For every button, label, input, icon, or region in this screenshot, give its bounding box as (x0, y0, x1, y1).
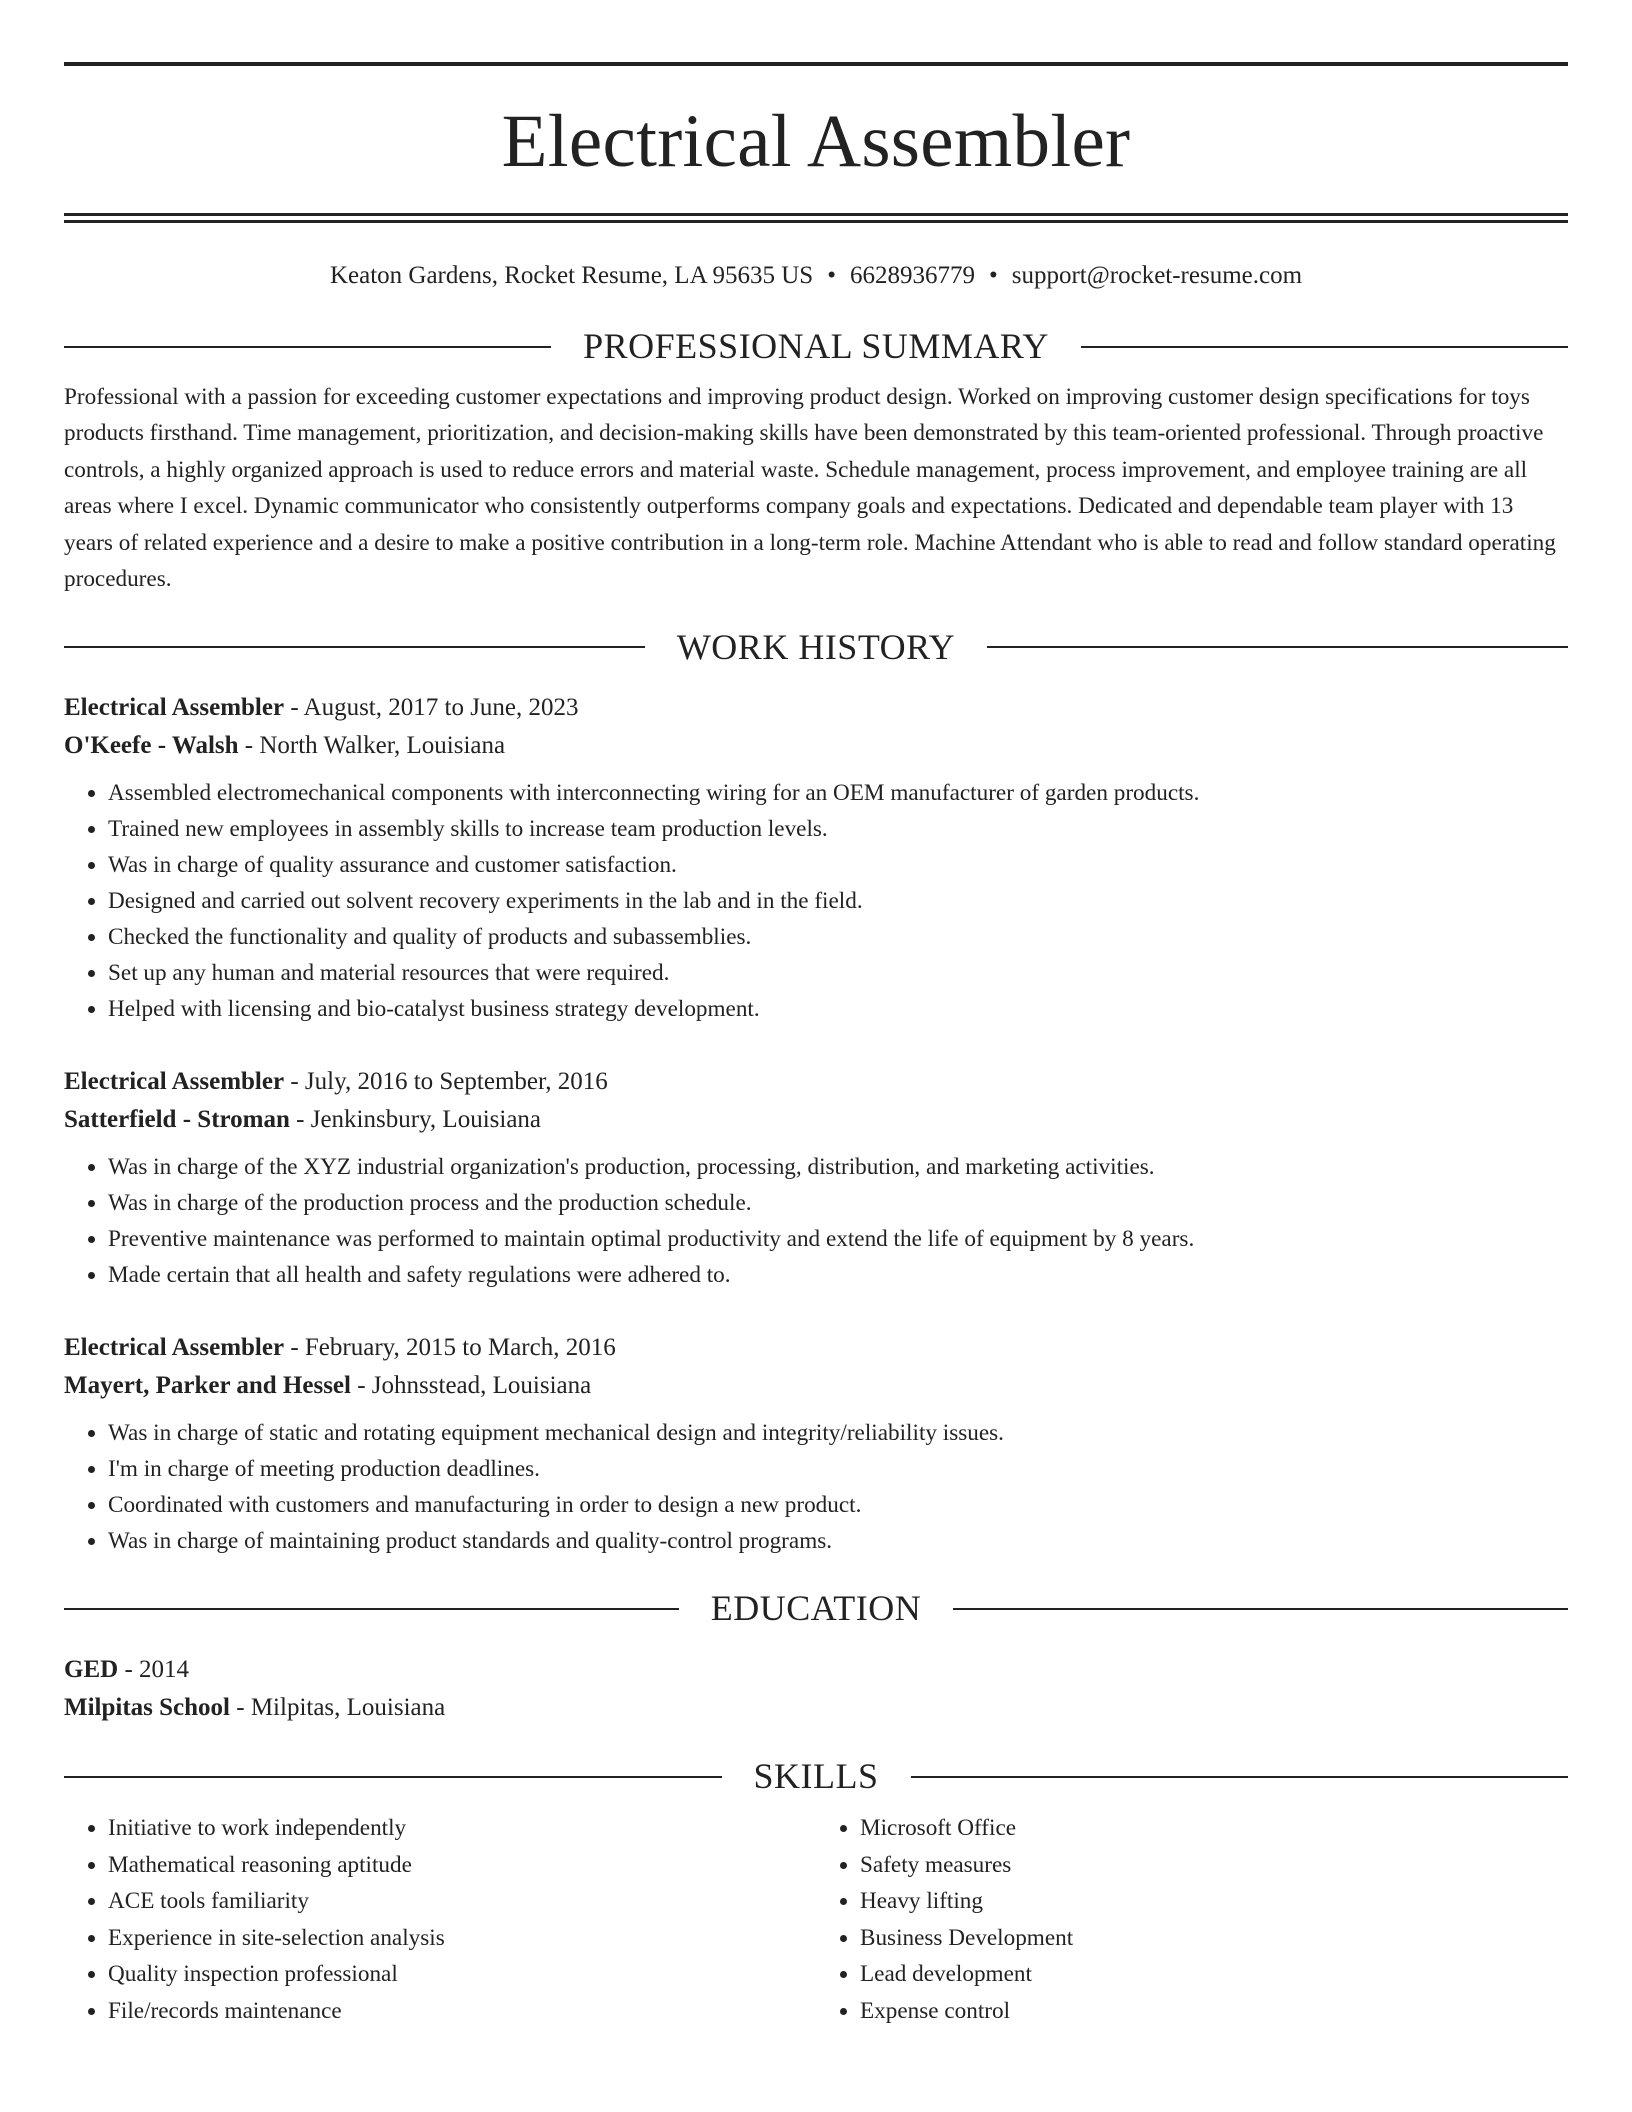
job-company-line (64, 1367, 1568, 1405)
list-item: • File/records maintenance (108, 1993, 816, 2030)
section-rule (64, 1608, 679, 1610)
list-item: • Quality inspection professional (108, 1956, 816, 1993)
list-item: • Heavy lifting (860, 1883, 1568, 1920)
list-item: • Lead development (860, 1956, 1568, 1993)
section-title: PROFESSIONAL SUMMARY (583, 326, 1049, 366)
top-rule (64, 62, 1568, 66)
job-title: Electrical Assembler (64, 1334, 285, 1362)
job-company-line (64, 727, 1568, 765)
section-rule (64, 1776, 722, 1778)
education-school: Milpitas School (64, 1693, 230, 1721)
job-bullets (64, 1415, 1568, 1559)
job-location: - Jenkinsbury, Louisiana (289, 1106, 542, 1134)
section-header-summary (64, 327, 1568, 367)
job-title: Electrical Assembler (64, 1068, 285, 1096)
double-rule (64, 213, 1568, 223)
list-item: • Designed and carried out solvent recovery experiments in the lab and in the field. (108, 883, 1568, 919)
job-company-line (64, 1101, 1568, 1139)
job-company: O'Keefe - Walsh (64, 732, 239, 760)
education-entry (64, 1651, 1568, 1727)
list-item: • Mathematical reasoning aptitude (108, 1847, 816, 1884)
job-entry (64, 1063, 1568, 1293)
job-title-line (64, 1063, 1568, 1101)
section-rule (987, 646, 1568, 648)
section-rule (64, 646, 645, 648)
education-degree-line (64, 1651, 1568, 1689)
list-item: • Made certain that all health and safety regulations were adhered to. (108, 1257, 1568, 1293)
section-rule (911, 1776, 1569, 1778)
contact-phone: 6628936779 (849, 262, 975, 289)
list-item: • Was in charge of maintaining product standards and quality-control programs. (108, 1523, 1568, 1559)
list-item: • Preventive maintenance was performed to maintain optimal productivity and extend the life of equipment by 8 years. (108, 1221, 1568, 1257)
contact-line (64, 261, 1568, 291)
job-location: - Johnsstead, Louisiana (350, 1372, 592, 1400)
section-header-education (64, 1589, 1568, 1629)
list-item: • Trained new employees in assembly skills to increase team production levels. (108, 811, 1568, 847)
list-item: • ACE tools familiarity (108, 1883, 816, 1920)
job-location: - North Walker, Louisiana (238, 732, 506, 760)
resume-name: Electrical Assembler (501, 100, 1131, 183)
job-entry (64, 1329, 1568, 1559)
education-location: - Milpitas, Louisiana (230, 1693, 446, 1721)
section-rule (1081, 346, 1568, 348)
section-title: EDUCATION (710, 1588, 922, 1629)
job-entry (64, 689, 1568, 1027)
contact-separator: • (827, 262, 836, 289)
section-header-skills (64, 1757, 1568, 1797)
section-header-work (64, 628, 1568, 668)
contact-separator: • (988, 262, 998, 289)
job-bullets (64, 1149, 1568, 1293)
education-school-line (64, 1689, 1568, 1727)
contact-email: support@rocket-resume.com (1011, 262, 1303, 289)
job-bullets (64, 775, 1568, 1027)
list-item: • Helped with licensing and bio-catalyst business strategy development. (108, 991, 1568, 1027)
skills-list-left (64, 1810, 816, 2029)
list-item: • Microsoft Office (860, 1810, 1568, 1847)
skills-columns (64, 1810, 1568, 2029)
list-item: • Was in charge of the XYZ industrial organization's production, processing, distribution, and marketing activities. (108, 1149, 1568, 1185)
job-title-line (64, 1329, 1568, 1367)
section-rule (953, 1608, 1568, 1610)
job-title: Electrical Assembler (64, 694, 285, 722)
section-title: WORK HISTORY (676, 626, 956, 667)
section-rule (64, 346, 551, 348)
list-item: • Was in charge of the production process and the production schedule. (108, 1185, 1568, 1221)
list-item: • Was in charge of quality assurance and customer satisfaction. (108, 847, 1568, 883)
job-company: Mayert, Parker and Hessel (64, 1372, 351, 1400)
list-item: • Was in charge of static and rotating equipment mechanical design and integrity/reliability issues. (108, 1415, 1568, 1451)
contact-address: Keaton Gardens, Rocket Resume, LA 95635 US (329, 262, 814, 289)
list-item: • Safety measures (860, 1847, 1568, 1884)
skills-list-right (816, 1810, 1568, 2029)
job-dates: - July, 2016 to September, 2016 (284, 1068, 608, 1096)
list-item: • Coordinated with customers and manufacturing in order to design a new product. (108, 1487, 1568, 1523)
list-item: • Assembled electromechanical components with interconnecting wiring for an OEM manufacturer of garden products. (108, 775, 1568, 811)
list-item: • Experience in site-selection analysis (108, 1920, 816, 1957)
list-item: • Business Development (860, 1920, 1568, 1957)
education-year: - 2014 (118, 1655, 190, 1683)
list-item: • Checked the functionality and quality of products and subassemblies. (108, 919, 1568, 955)
list-item: • Set up any human and material resources that were required. (108, 955, 1568, 991)
education-degree: GED (64, 1655, 119, 1683)
list-item: • Initiative to work independently (108, 1810, 816, 1847)
job-company: Satterfield - Stroman (64, 1106, 290, 1134)
summary-text: Professional with a passion for exceeding customer expectations and improving product design. Worked on improving customer design specifications for toys products firsthand. Time management, prioritization, and decision-making skills have been demonstrated by this team-oriented professional. Through proactive controls, a highly organized approach is used to reduce errors and material waste. Schedule management, process improvement, and employee training are all areas where I excel. Dynamic communicator who consistently outperforms company goals and expectations. Dedicated and dependable team player with 13 years of related experience and a desire to make a positive contribution in a long-term role. Machine Attendant who is able to read and follow standard operating procedures. (64, 383, 1556, 593)
job-dates: - February, 2015 to March, 2016 (284, 1334, 616, 1362)
job-title-line (64, 689, 1568, 727)
list-item: • I'm in charge of meeting production deadlines. (108, 1451, 1568, 1487)
job-dates: - August, 2017 to June, 2023 (284, 694, 579, 722)
list-item: • Expense control (860, 1993, 1568, 2030)
section-title: SKILLS (753, 1755, 879, 1796)
